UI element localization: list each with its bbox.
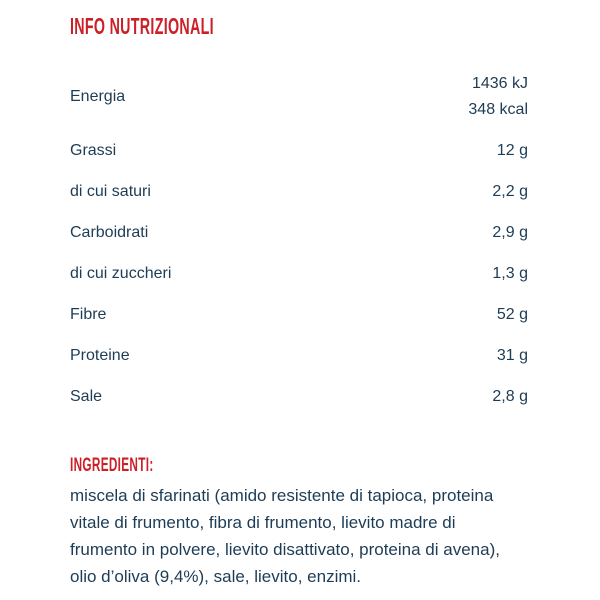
nutrition-title: [70, 15, 528, 37]
nutrient-value: 2,8 g: [492, 387, 528, 405]
nutrient-label: Carboidrati: [70, 223, 149, 241]
nutrient-value: 2,2 g: [492, 182, 528, 200]
ingredients-line: miscela di sfarinati (amido resistente di tapioca, proteina: [70, 486, 494, 505]
nutrition-row-energia: [70, 71, 528, 123]
ingredients-heading-text: INGREDIENTI:: [70, 455, 154, 476]
nutrition-row-saturi: [70, 171, 528, 212]
nutrition-title-text: INFO NUTRIZIONALI: [70, 13, 214, 39]
nutrient-label: Fibre: [70, 305, 107, 323]
nutrition-row-zuccheri: [70, 253, 528, 294]
nutrient-label: di cui saturi: [70, 182, 151, 200]
nutrient-label: Grassi: [70, 141, 117, 159]
ingredients-heading: [70, 456, 528, 476]
nutrient-label: Sale: [70, 387, 103, 405]
nutrient-value: 52 g: [496, 305, 528, 323]
ingredients-line: olio d’oliva (9,4%), sale, lievito, enzimi.: [70, 567, 362, 586]
nutrient-value: 12 g: [496, 141, 528, 159]
nutrition-row-grassi: [70, 130, 528, 171]
nutrition-row-proteine: [70, 335, 528, 376]
ingredients-line: vitale di frumento, fibra di frumento, lievito madre di: [70, 513, 456, 532]
nutrient-label: di cui zuccheri: [70, 264, 172, 282]
nutrient-label: Energia: [70, 88, 126, 105]
ingredients-section: [70, 456, 528, 590]
nutrient-values: [468, 71, 528, 123]
energy-kj-value: 1436 kJ: [471, 75, 528, 92]
nutrition-row-fibre: [70, 294, 528, 335]
nutrient-value: 2,9 g: [492, 223, 528, 241]
nutrition-row-carboidrati: [70, 212, 528, 253]
nutrition-row-sale: [70, 376, 528, 417]
ingredients-paragraph: [70, 482, 528, 590]
nutrient-value: 31 g: [496, 346, 528, 364]
nutrient-value: 1,3 g: [492, 264, 528, 282]
ingredients-line: frumento in polvere, lievito disattivato, proteina di avena),: [70, 540, 500, 559]
nutrient-label: Proteine: [70, 346, 130, 364]
energy-kcal-value: 348 kcal: [468, 101, 528, 118]
nutrition-rows: [70, 130, 528, 417]
